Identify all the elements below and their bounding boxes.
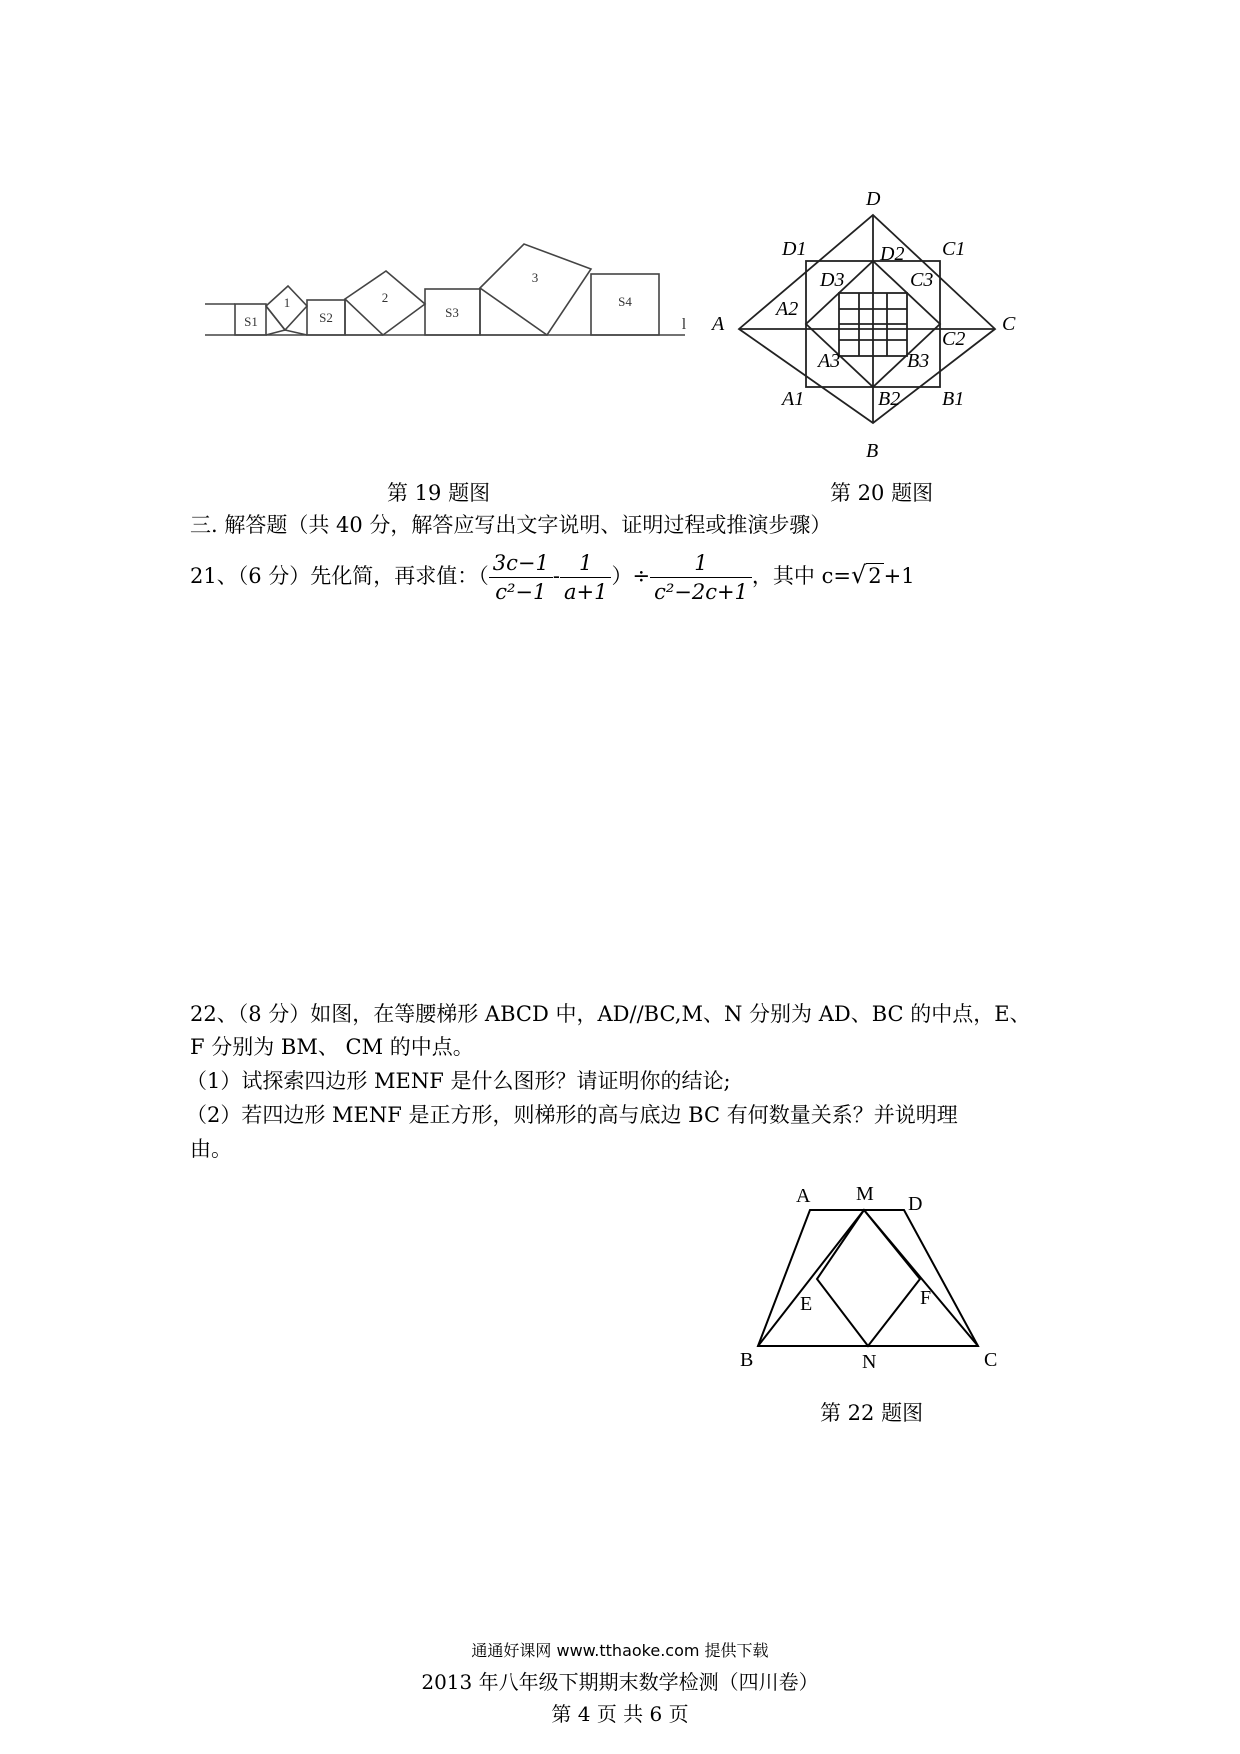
caption-fig20: 第 20 题图 bbox=[830, 481, 934, 505]
label-A: A bbox=[796, 1185, 811, 1207]
fraction-3-num: 1 bbox=[650, 549, 752, 578]
fraction-1-den: c²−1 bbox=[495, 580, 547, 604]
footer-exam-title: 2013 年八年级下期期末数学检测（四川卷） bbox=[421, 1670, 819, 1694]
label-B2: B2 bbox=[878, 388, 901, 410]
label-s2: S2 bbox=[319, 310, 333, 325]
fraction-3-den: c²−2c+1 bbox=[654, 580, 748, 604]
label-D: D bbox=[866, 188, 881, 210]
q21-prefix: 21、（6 分）先化简，再求值：（ bbox=[190, 564, 489, 588]
label-D1: D1 bbox=[782, 238, 807, 260]
fraction-3 bbox=[650, 549, 752, 606]
q22-part1: （1）试探索四边形 MENF 是什么图形？请证明你的结论; bbox=[186, 1069, 731, 1093]
fraction-1-num: 3c−1 bbox=[489, 549, 553, 578]
label-3: 3 bbox=[531, 270, 539, 285]
label-B1: B1 bbox=[942, 388, 965, 410]
q22-part2a: （2）若四边形 MENF 是正方形，则梯形的高与底边 BC 有何数量关系？并说明理 bbox=[186, 1103, 958, 1127]
q21-close-div: ）÷ bbox=[611, 564, 651, 588]
trapezoid-abcd bbox=[758, 1210, 978, 1346]
sqrt-radicand: 2 bbox=[868, 564, 882, 588]
label-A: A bbox=[712, 313, 725, 335]
label-B: B bbox=[740, 1349, 754, 1371]
label-D: D bbox=[908, 1193, 923, 1215]
label-N: N bbox=[862, 1351, 877, 1373]
label-C1: C1 bbox=[942, 238, 966, 260]
q22-part2b: 由。 bbox=[190, 1137, 232, 1161]
label-2: 2 bbox=[381, 290, 389, 305]
q22-line2: F 分别为 BM、 CM 的中点。 bbox=[190, 1035, 474, 1059]
sqrt-symbol: √ bbox=[850, 561, 867, 589]
footer-site: 通通好课网 www.tthaoke.com 提供下载 bbox=[471, 1641, 769, 1660]
label-C3: C3 bbox=[910, 269, 934, 291]
fraction-2-num: 1 bbox=[560, 549, 611, 578]
label-s4: S4 bbox=[618, 294, 632, 309]
caption-fig19: 第 19 题图 bbox=[387, 481, 491, 505]
figure-20 bbox=[710, 188, 1040, 465]
label-s3: S3 bbox=[445, 305, 459, 320]
figure-19 bbox=[200, 222, 700, 352]
square-3 bbox=[480, 244, 591, 335]
footer-page-number: 第 4 页 共 6 页 bbox=[551, 1702, 689, 1726]
label-A2: A2 bbox=[776, 298, 799, 320]
caption-fig22: 第 22 题图 bbox=[820, 1401, 924, 1425]
q21-plus-one: +1 bbox=[883, 564, 915, 588]
label-A3: A3 bbox=[818, 350, 841, 372]
label-C2: C2 bbox=[942, 328, 966, 350]
label-D2: D2 bbox=[880, 243, 905, 265]
fraction-2-den: a+1 bbox=[563, 580, 608, 604]
label-B: B bbox=[866, 440, 879, 462]
label-l: l bbox=[681, 316, 687, 333]
label-F: F bbox=[920, 1287, 932, 1309]
fraction-1 bbox=[489, 549, 553, 606]
fraction-2 bbox=[560, 549, 611, 606]
label-C: C bbox=[984, 1349, 998, 1371]
label-E: E bbox=[800, 1293, 813, 1315]
label-B3: B3 bbox=[907, 350, 930, 372]
label-s1: S1 bbox=[244, 314, 258, 329]
label-M: M bbox=[856, 1183, 874, 1205]
label-C: C bbox=[1002, 313, 1016, 335]
label-D3: D3 bbox=[820, 269, 845, 291]
quad-menf bbox=[817, 1210, 920, 1346]
label-A1: A1 bbox=[782, 388, 805, 410]
figure-22 bbox=[730, 1180, 1010, 1380]
label-1: 1 bbox=[283, 295, 291, 310]
question-21 bbox=[190, 545, 915, 606]
q21-minus: - bbox=[552, 564, 560, 588]
q21-suffix: ，其中 c= bbox=[751, 564, 851, 588]
section-heading: 三. 解答题（共 40 分，解答应写出文字说明、证明过程或推演步骤） bbox=[190, 513, 832, 537]
q22-line1: 22、（8 分）如图，在等腰梯形 ABCD 中，AD//BC,M、N 分别为 AD、BC 的中点，E、 bbox=[190, 1002, 1031, 1026]
